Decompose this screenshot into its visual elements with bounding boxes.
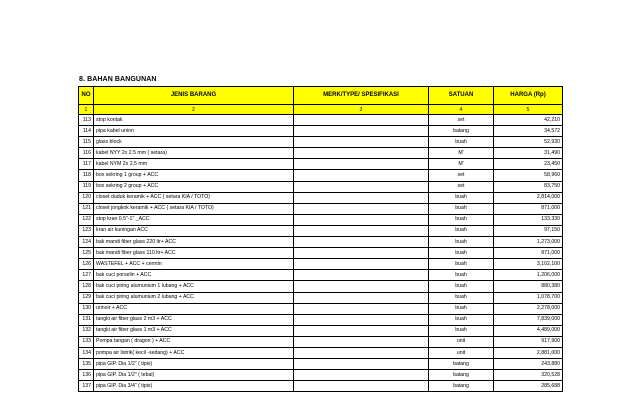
item-spec <box>294 148 429 159</box>
column-header-item-type: JENIS BARANG <box>94 87 294 105</box>
table-row <box>79 192 563 203</box>
row-number: 123 <box>79 225 94 236</box>
item-unit: M' <box>429 159 494 170</box>
item-unit: unit <box>429 347 494 358</box>
item-name: tangki air fiber glass 2 m3 + ACC <box>94 314 294 325</box>
item-unit: batang <box>429 370 494 381</box>
item-price: 243,880 <box>494 359 563 370</box>
table-row <box>79 292 563 303</box>
table-row <box>79 259 563 270</box>
item-price: 871,000 <box>494 203 563 214</box>
item-price: 871,000 <box>494 248 563 259</box>
item-unit: batang <box>429 381 494 392</box>
item-price: 97,150 <box>494 225 563 236</box>
item-unit: buah <box>429 281 494 292</box>
row-number: 121 <box>79 203 94 214</box>
item-unit: buah <box>429 192 494 203</box>
row-number: 137 <box>79 381 94 392</box>
item-price: 133,330 <box>494 214 563 225</box>
item-price: 1,206,000 <box>494 270 563 281</box>
column-header-price: HARGA (Rp) <box>494 87 563 105</box>
table-row <box>79 347 563 358</box>
table-row <box>79 225 563 236</box>
item-name: pompa air listrik( kecil -sedang) + ACC <box>94 347 294 358</box>
item-price: 42,210 <box>494 115 563 126</box>
table-row <box>79 181 563 192</box>
row-number: 127 <box>79 270 94 281</box>
table-header-row <box>79 87 563 105</box>
item-spec <box>294 115 429 126</box>
item-unit: buah <box>429 270 494 281</box>
column-header-no: NO <box>79 87 94 105</box>
table-row <box>79 381 563 392</box>
table-body <box>79 115 563 392</box>
item-unit: M' <box>429 148 494 159</box>
item-price: 2,881,000 <box>494 347 563 358</box>
row-number: 122 <box>79 214 94 225</box>
table-row <box>79 325 563 336</box>
row-number: 128 <box>79 281 94 292</box>
item-unit: buah <box>429 259 494 270</box>
column-header-brand-spec: MERK/TYPE/ SPESIFIKASI <box>294 87 429 105</box>
row-number: 125 <box>79 248 94 259</box>
item-unit: buah <box>429 237 494 248</box>
item-unit: buah <box>429 214 494 225</box>
item-name: urinoir + ACC <box>94 303 294 314</box>
item-spec <box>294 314 429 325</box>
item-name: kabel NYM 2x 2.5 mm <box>94 159 294 170</box>
row-number: 130 <box>79 303 94 314</box>
item-name: closet duduk keramik + ACC ( setara KIA / TOTO) <box>94 192 294 203</box>
item-price: 4,489,000 <box>494 325 563 336</box>
item-price: 2,278,000 <box>494 303 563 314</box>
item-unit: buah <box>429 303 494 314</box>
item-unit: buah <box>429 314 494 325</box>
item-spec <box>294 203 429 214</box>
row-number: 120 <box>79 192 94 203</box>
section-title: 8. BAHAN BANGUNAN <box>79 76 157 83</box>
item-price: 52,930 <box>494 137 563 148</box>
table-row <box>79 237 563 248</box>
table-row <box>79 170 563 181</box>
row-number: 114 <box>79 126 94 137</box>
table-row <box>79 248 563 259</box>
item-name: box sekring 2 group + ACC <box>94 181 294 192</box>
row-number: 133 <box>79 336 94 347</box>
table-row <box>79 115 563 126</box>
item-unit: buah <box>429 292 494 303</box>
item-name: bak mandi fiber glass 220 ltr+ ACC <box>94 237 294 248</box>
table-row <box>79 203 563 214</box>
item-spec <box>294 248 429 259</box>
row-number: 132 <box>79 325 94 336</box>
item-price: 34,572 <box>494 126 563 137</box>
item-price: 23,450 <box>494 159 563 170</box>
item-price: 58,960 <box>494 170 563 181</box>
item-unit: batang <box>429 359 494 370</box>
column-number: 3 <box>294 105 429 115</box>
item-name: box sekring 1 group + ACC <box>94 170 294 181</box>
item-name: bak mandi fiber glass 110 ltr+ ACC <box>94 248 294 259</box>
item-price: 31,490 <box>494 148 563 159</box>
item-spec <box>294 214 429 225</box>
column-number-row <box>79 105 563 115</box>
row-number: 113 <box>79 115 94 126</box>
item-unit: buah <box>429 137 494 148</box>
item-unit: batang <box>429 126 494 137</box>
item-unit: set <box>429 170 494 181</box>
row-number: 118 <box>79 170 94 181</box>
item-spec <box>294 170 429 181</box>
item-unit: set <box>429 181 494 192</box>
item-name: bak cuci porselin + ACC <box>94 270 294 281</box>
item-price: 285,688 <box>494 381 563 392</box>
table-row <box>79 126 563 137</box>
table-row <box>79 137 563 148</box>
item-price: 1,078,700 <box>494 292 563 303</box>
item-name: glass block <box>94 137 294 148</box>
table-row <box>79 159 563 170</box>
column-number: 1 <box>79 105 94 115</box>
item-spec <box>294 225 429 236</box>
table-row <box>79 270 563 281</box>
column-header-unit: SATUAN <box>429 87 494 105</box>
item-name: closet jongkok keramik + ACC ( setara KIA / TOTO) <box>94 203 294 214</box>
item-unit: buah <box>429 248 494 259</box>
table-row <box>79 370 563 381</box>
row-number: 135 <box>79 359 94 370</box>
item-spec <box>294 381 429 392</box>
row-number: 126 <box>79 259 94 270</box>
row-number: 116 <box>79 148 94 159</box>
table-row <box>79 359 563 370</box>
row-number: 124 <box>79 237 94 248</box>
item-name: pipa GIP. Dia 1/2" ( tebal) <box>94 370 294 381</box>
item-name: pipa kabel union <box>94 126 294 137</box>
table-row <box>79 303 563 314</box>
item-spec <box>294 325 429 336</box>
item-name: pipa GIP. Dia 3/4" ( tipis) <box>94 381 294 392</box>
item-spec <box>294 370 429 381</box>
column-number: 5 <box>494 105 563 115</box>
row-number: 134 <box>79 347 94 358</box>
item-price: 880,380 <box>494 281 563 292</box>
row-number: 131 <box>79 314 94 325</box>
item-spec <box>294 359 429 370</box>
item-spec <box>294 292 429 303</box>
item-unit: set <box>429 115 494 126</box>
row-number: 117 <box>79 159 94 170</box>
table-row <box>79 148 563 159</box>
item-price: 7,839,000 <box>494 314 563 325</box>
item-spec <box>294 303 429 314</box>
item-unit: buah <box>429 203 494 214</box>
item-spec <box>294 336 429 347</box>
item-name: kran air kuningan ACC <box>94 225 294 236</box>
item-spec <box>294 126 429 137</box>
item-spec <box>294 159 429 170</box>
item-name: pipa GIP. Dia 1/2" ( tipis) <box>94 359 294 370</box>
price-table <box>78 86 563 392</box>
table-row <box>79 281 563 292</box>
item-name: bak cuci piring alumunium 2 lubang + ACC <box>94 292 294 303</box>
item-spec <box>294 192 429 203</box>
item-name: Pompa tangan ( dragon ) + ACC <box>94 336 294 347</box>
table-row <box>79 314 563 325</box>
item-name: stop kontak <box>94 115 294 126</box>
item-price: 917,900 <box>494 336 563 347</box>
item-spec <box>294 259 429 270</box>
table-row <box>79 214 563 225</box>
table-row <box>79 336 563 347</box>
column-number: 2 <box>94 105 294 115</box>
row-number: 129 <box>79 292 94 303</box>
item-price: 83,750 <box>494 181 563 192</box>
item-spec <box>294 270 429 281</box>
item-spec <box>294 137 429 148</box>
item-price: 320,528 <box>494 370 563 381</box>
item-spec <box>294 181 429 192</box>
item-name: bak cuci piring alumunium 1 lubang + ACC <box>94 281 294 292</box>
item-unit: buah <box>429 325 494 336</box>
item-name: WASTEFEL + ACC + cermin <box>94 259 294 270</box>
row-number: 115 <box>79 137 94 148</box>
item-price: 1,273,000 <box>494 237 563 248</box>
item-name: kabel NYY 2x 2.5 mm ( setara) <box>94 148 294 159</box>
item-price: 2,814,000 <box>494 192 563 203</box>
item-name: stop kran 0.5"-1" _ACC <box>94 214 294 225</box>
item-price: 3,102,100 <box>494 259 563 270</box>
item-spec <box>294 347 429 358</box>
item-spec <box>294 281 429 292</box>
item-unit: buah <box>429 225 494 236</box>
row-number: 136 <box>79 370 94 381</box>
item-unit: unit <box>429 336 494 347</box>
item-name: tangki air fiber glass 1 m3 + ACC <box>94 325 294 336</box>
row-number: 119 <box>79 181 94 192</box>
item-spec <box>294 237 429 248</box>
column-number: 4 <box>429 105 494 115</box>
